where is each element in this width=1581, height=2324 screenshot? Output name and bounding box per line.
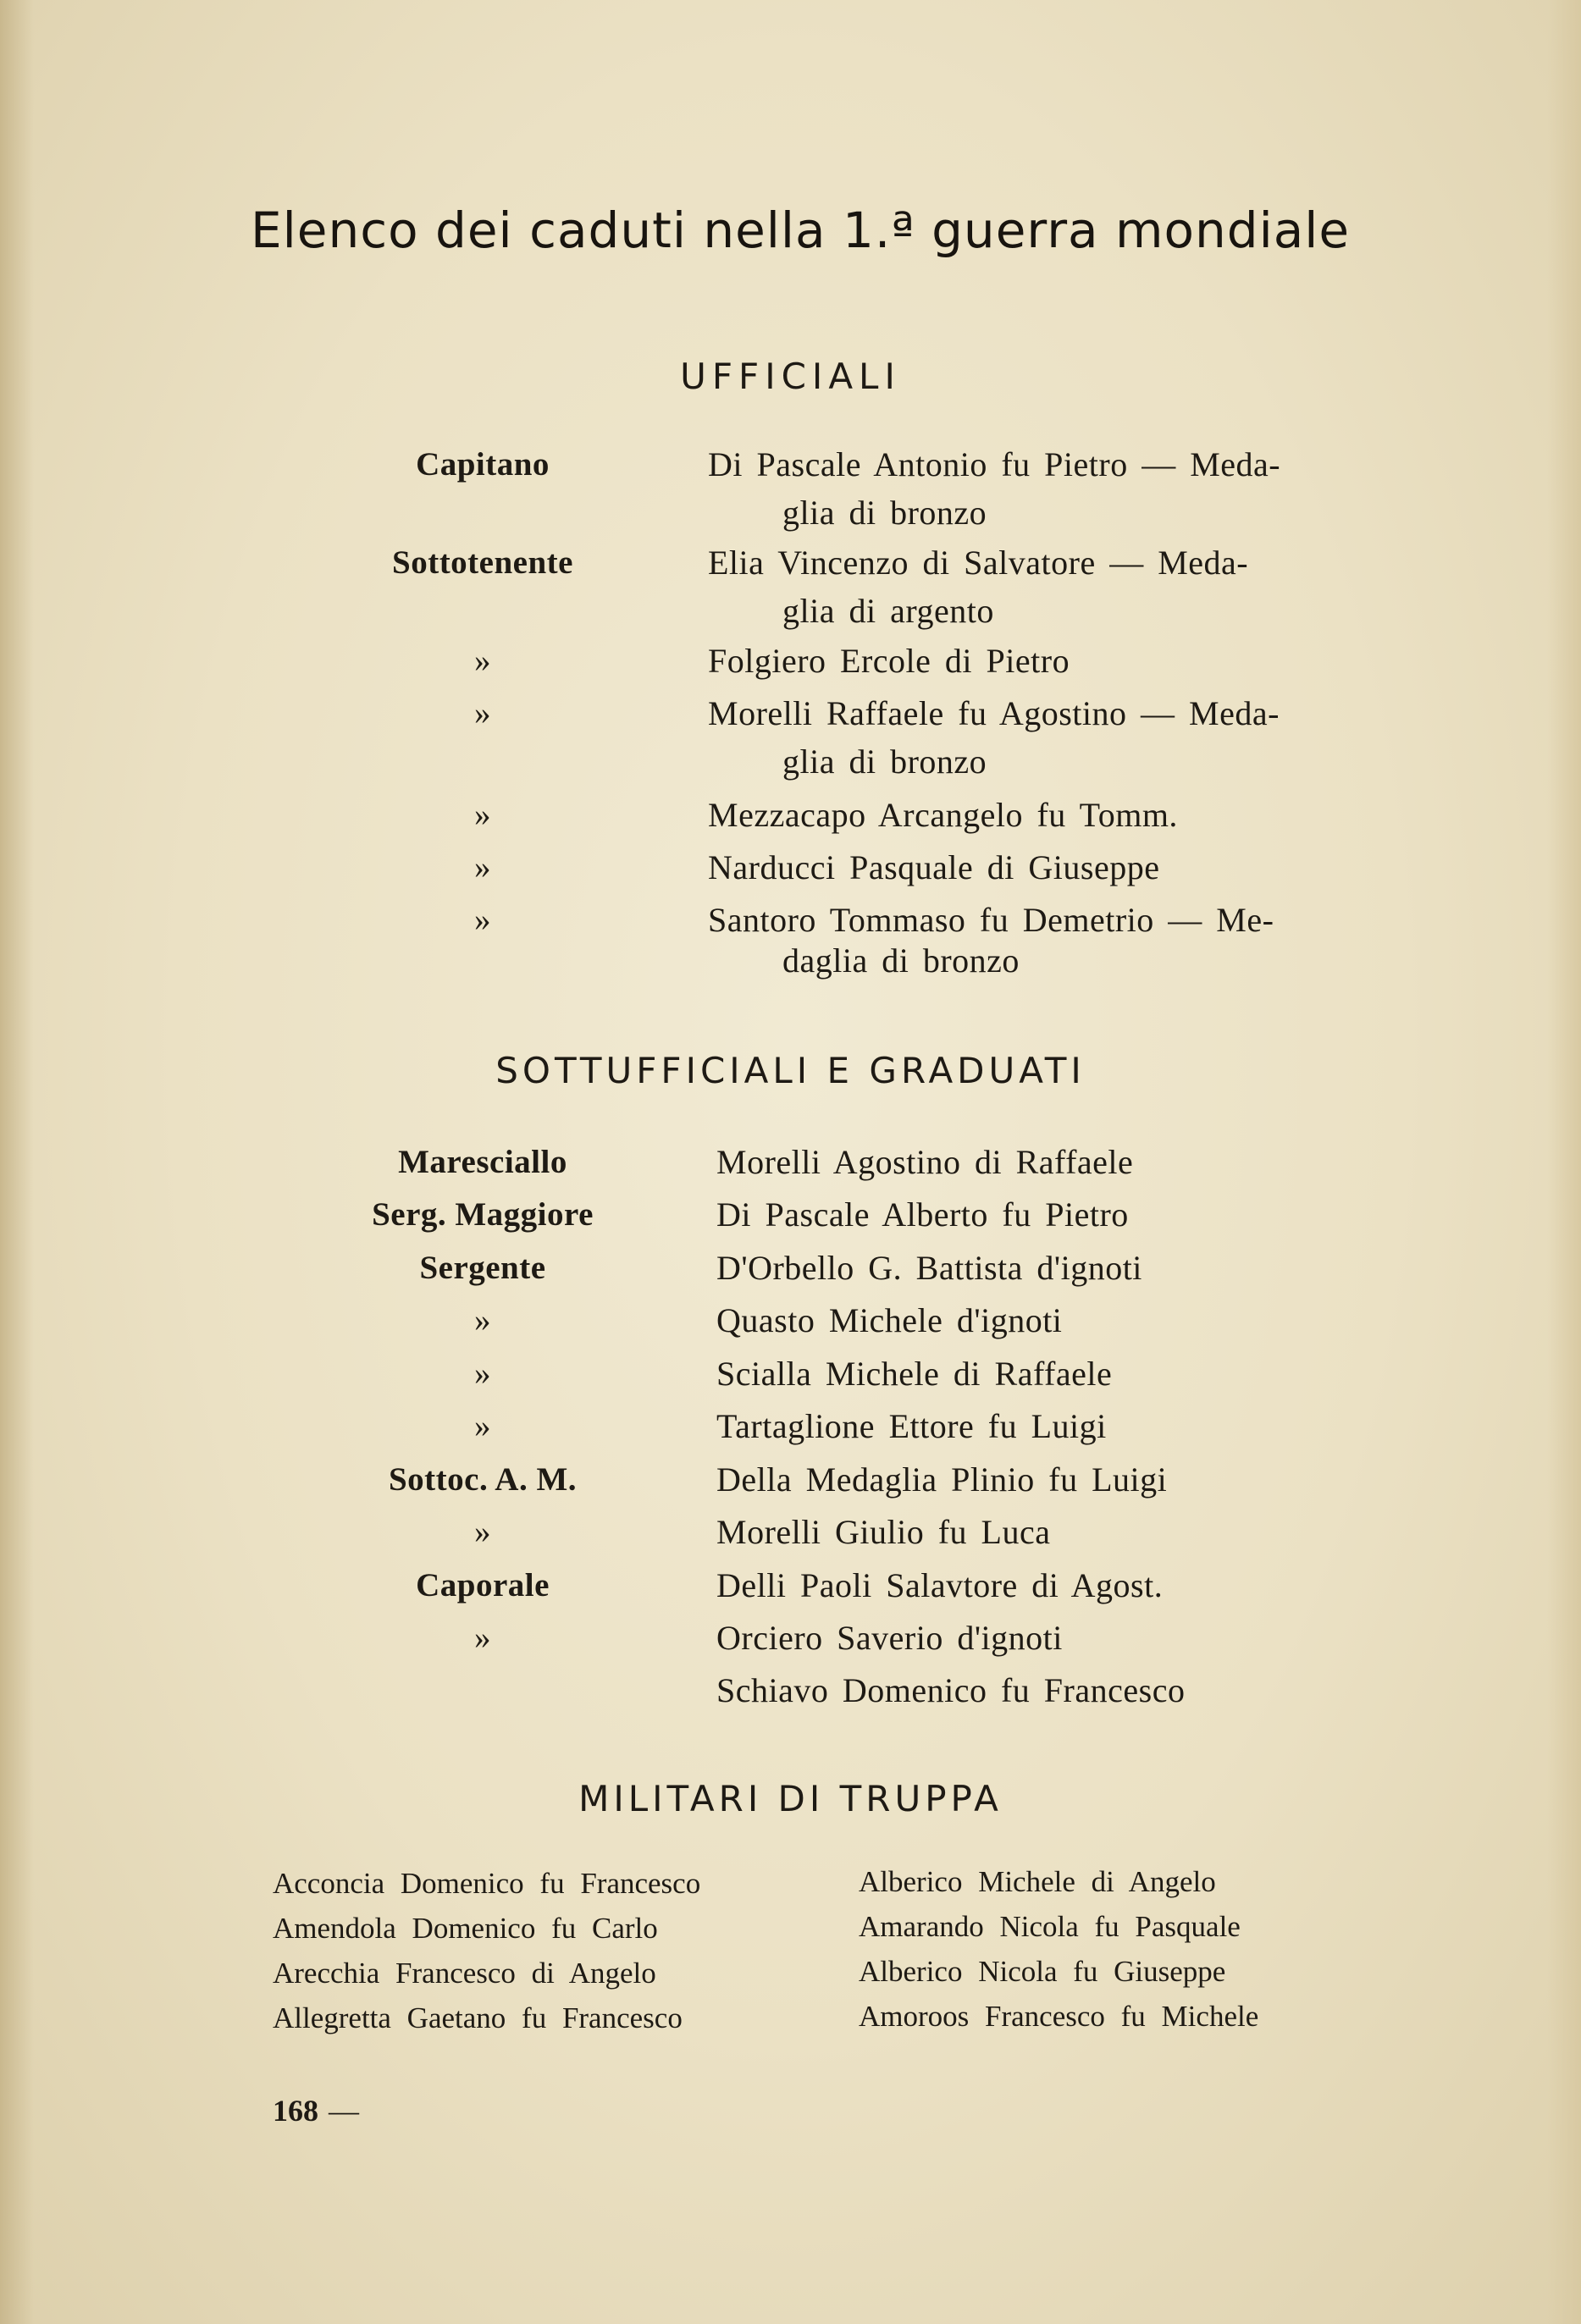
rank-label: Sottotenente <box>392 544 573 581</box>
paper-edge-left <box>0 0 34 2324</box>
fallen-name: D'Orbello G. Battista d'ignoti <box>716 1249 1142 1287</box>
fallen-name: Orciero Saverio d'ignoti <box>716 1619 1063 1657</box>
fallen-name: Della Medaglia Plinio fu Luigi <box>716 1460 1168 1499</box>
fallen-name: Narducci Pasquale di Giuseppe <box>708 848 1160 886</box>
ditto-mark: » <box>474 1620 491 1656</box>
name-continuation: daglia di bronzo <box>782 941 1020 980</box>
ditto-mark: » <box>474 902 491 938</box>
name-continuation: glia di argento <box>782 592 994 630</box>
list-item: Allegretta Gaetano fu Francesco <box>273 2001 683 2034</box>
fallen-name: Di Pascale Antonio fu Pietro — Meda- <box>708 445 1281 483</box>
ditto-mark: » <box>474 1514 491 1550</box>
fallen-name: Mezzacapo Arcangelo fu Tomm. <box>708 796 1178 834</box>
list-item: Amoroos Francesco fu Michele <box>859 2000 1259 2033</box>
fallen-name: Morelli Agostino di Raffaele <box>716 1143 1134 1181</box>
list-item: Amendola Domenico fu Carlo <box>273 1912 658 1945</box>
heading-sottufficiali: SOTTUFFICIALI E GRADUATI <box>495 1050 1086 1091</box>
list-item: Alberico Nicola fu Giuseppe <box>859 1955 1226 1988</box>
fallen-name: Delli Paoli Salavtore di Agost. <box>716 1566 1164 1604</box>
fallen-name: Santoro Tommaso fu Demetrio — Me- <box>708 901 1274 939</box>
rank-label: Sottoc. A. M. <box>388 1461 578 1498</box>
ditto-mark: » <box>474 1408 491 1444</box>
page-number: 168 <box>273 2094 318 2128</box>
truppa-column-right <box>859 1859 1258 2039</box>
fallen-name: Tartaglione Ettore fu Luigi <box>716 1407 1107 1445</box>
list-item: Arecchia Francesco di Angelo <box>273 1957 656 1990</box>
fallen-name: Schiavo Domenico fu Francesco <box>716 1671 1186 1709</box>
page-footer <box>273 2093 359 2128</box>
page-title: Elenco dei caduti nella 1.ª guerra mondiale <box>251 201 1351 259</box>
rank-label: Serg. Maggiore <box>372 1196 594 1233</box>
name-continuation: glia di bronzo <box>782 742 987 781</box>
ditto-mark: » <box>474 643 491 679</box>
fallen-name: Elia Vincenzo di Salvatore — Meda- <box>708 544 1249 582</box>
paper-edge-right <box>1547 0 1581 2324</box>
fallen-name: Folgiero Ercole di Pietro <box>708 642 1070 680</box>
rank-label: Caporale <box>416 1567 550 1604</box>
list-item: Acconcia Domenico fu Francesco <box>273 1867 701 1900</box>
fallen-name: Morelli Raffaele fu Agostino — Meda- <box>708 694 1280 732</box>
ditto-mark: » <box>474 1355 491 1392</box>
rank-label: Maresciallo <box>398 1144 567 1180</box>
fallen-name: Morelli Giulio fu Luca <box>716 1513 1051 1551</box>
ditto-mark: » <box>474 1302 491 1339</box>
truppa-column-left <box>273 1861 700 2040</box>
fallen-name: Di Pascale Alberto fu Pietro <box>716 1195 1129 1234</box>
rank-label: Sergente <box>419 1250 546 1286</box>
ditto-mark: » <box>474 849 491 886</box>
fallen-name: Scialla Michele di Raffaele <box>716 1355 1113 1393</box>
name-continuation: glia di bronzo <box>782 494 987 532</box>
list-item: Alberico Michele di Angelo <box>859 1865 1216 1898</box>
rank-label: Capitano <box>416 446 550 483</box>
footer-dash: — <box>329 2094 359 2128</box>
list-item: Amarando Nicola fu Pasquale <box>859 1910 1241 1943</box>
heading-ufficiali: UFFICIALI <box>680 356 901 397</box>
ditto-mark: » <box>474 695 491 731</box>
heading-truppa: MILITARI DI TRUPPA <box>578 1778 1003 1819</box>
ditto-mark: » <box>474 797 491 833</box>
fallen-name: Quasto Michele d'ignoti <box>716 1301 1063 1339</box>
